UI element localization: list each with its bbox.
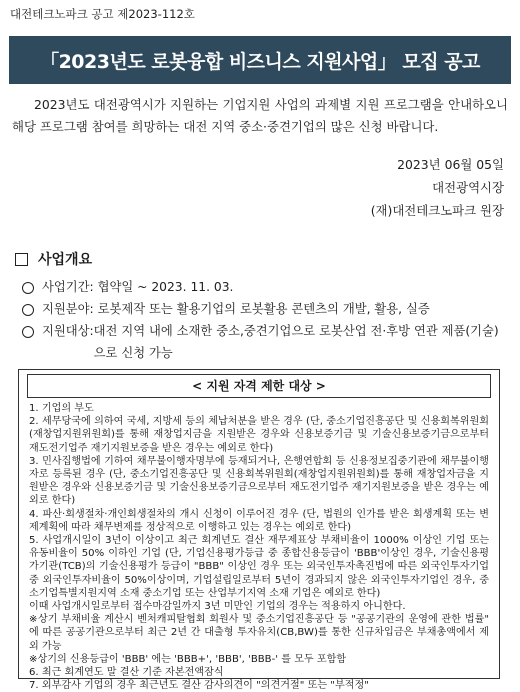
section-heading-text: 사업개요 (38, 252, 93, 268)
restriction-line: 6. 최근 회계연도 말 결산 기준 자본전액잠식 (29, 667, 224, 679)
restriction-line: 3. 민사집행법에 기하여 채무불이행자명부에 등재되거나, 은행연합회 등 신용정보집중기관에 채무불이행자로 등록된 경우 (단, 중소기업진흥공단 및 신용회복위원회(재창업지원위원회)를 통해 재창업자금을 지원받은 경우와 신용보증기금 및 기술신용보증기금으로부터 재도전기업주 재기지원보증을 받은 경우는 예외로 한다) (29, 455, 489, 507)
overview-item-target (20, 320, 510, 364)
overview-item-label: 지원대상: (42, 324, 94, 338)
restriction-box-title: < 지원 자격 제한 대상 > (27, 374, 491, 398)
overview-item-value: 대전 지역 내에 소재한 중소,중견기업으로 로봇산업 전·후방 연관 제품(기술)으로 신청 가능 (93, 324, 499, 360)
restriction-line: ※상기 부채비율 계산시 벤처캐피탈협회 회원사 및 중소기업진흥공단 등 "공공기관의 운영에 관한 법률" 에 따른 공공기관으로부터 최근 2년 간 대출형 투자유치(CB,BW)를 통한 신규차입금은 부채총액에서 제외 가능 (29, 614, 489, 652)
overview-item-label: 지원분야: (42, 302, 98, 316)
overview-item-period (20, 276, 510, 298)
overview-item-value: 협약일 ~ 2023. 11. 03. (97, 280, 234, 294)
notice-number: 대전테크노파크 공고 제2023-112호 (10, 7, 195, 21)
restriction-line: 5. 사업개시일이 3년이 이상이고 최근 회계년도 결산 재무제표상 부채비율이 1000% 이상인 기업 또는 유동비율이 50% 이하인 기업 (단, 기업신용평가등급 중 종합신용등급이 'BBB'이상인 경우, 기술신용평가기관(TCB)의 기술신용평가 등급이 "BBB" 이상인 경우 또는 외국인투자촉진법에 따른 외국인투자기업 중 외국인투자비율이 50%이상이며, 기업설립일로부터 5년이 경과되지 않은 외국인투자기업인 경우, 중소기업특별지원지역 소재 중소기업 또는 산업부기지역 소재 기업은 예외로 한다) (29, 535, 489, 599)
circle-bullet-icon (22, 304, 34, 316)
restriction-box (18, 369, 500, 692)
restriction-line: 4. 파산·회생절차·개인회생절차의 개시 신청이 이루어진 경우 (단, 법원의 인가를 받은 회생계획 또는 변제계획에 따라 채무변제를 정상적으로 이행하고 있는 경우는 예외로 한다) (29, 508, 489, 533)
announcement-date: 2023년 06월 05일 (397, 157, 504, 172)
restriction-line: 이때 사업개시일로부터 접수마감일까지 3년 미만인 기업의 경우는 적용하지 아니한다. (29, 601, 406, 613)
overview-item-label: 사업기간: (42, 280, 98, 294)
intro-paragraph: 2023년도 대전광역시가 지원하는 기업지원 사업의 과제별 지원 프로그램을 안내하오니 해당 프로그램 참여를 희망하는 대전 지역 중소·중견기업의 많은 신청 바랍니다. (12, 97, 508, 134)
restriction-line: 2. 세무당국에 의하여 국세, 지방세 등의 체납처분을 받은 경우 (단, 중소기업진흥공단 및 신용회복위원회(재창업지원위원회)를 통해 재창업지금을 지원받은 경우와 신용보증기금 및 기술신용보증기금으로부터 재도전기업주 재기지원보증을 받은 경우는 예외로 한다) (29, 416, 489, 454)
restriction-line: 7. 외부감사 기업의 경우 최근년도 결산 감사의견이 "의견거절" 또는 "부적정" (29, 680, 369, 692)
restriction-line: ※상기의 신용등급이 'BBB' 에는 'BBB+', 'BBB', 'BBB-' 를 모두 포함함 (29, 653, 347, 665)
overview-item-value: 로봇제작 또는 활용기업의 로봇활용 콘텐츠의 개발, 활용, 실증 (97, 302, 430, 316)
circle-bullet-icon (22, 282, 34, 294)
issuer-mayor: 대전광역시장 (432, 180, 504, 195)
circle-bullet-icon (22, 326, 34, 338)
restriction-list (19, 398, 499, 692)
square-bullet-icon (15, 253, 28, 266)
issuer-technopark: (재)대전테크노파크 원장 (370, 203, 504, 218)
page-title: 「2023년도 로봇융합 비즈니스 지원사업」 모집 공고 (9, 36, 511, 84)
overview-list (20, 276, 510, 364)
overview-item-field (20, 298, 510, 320)
restriction-line: 1. 기업의 부도 (29, 403, 94, 414)
section-heading (15, 249, 92, 269)
